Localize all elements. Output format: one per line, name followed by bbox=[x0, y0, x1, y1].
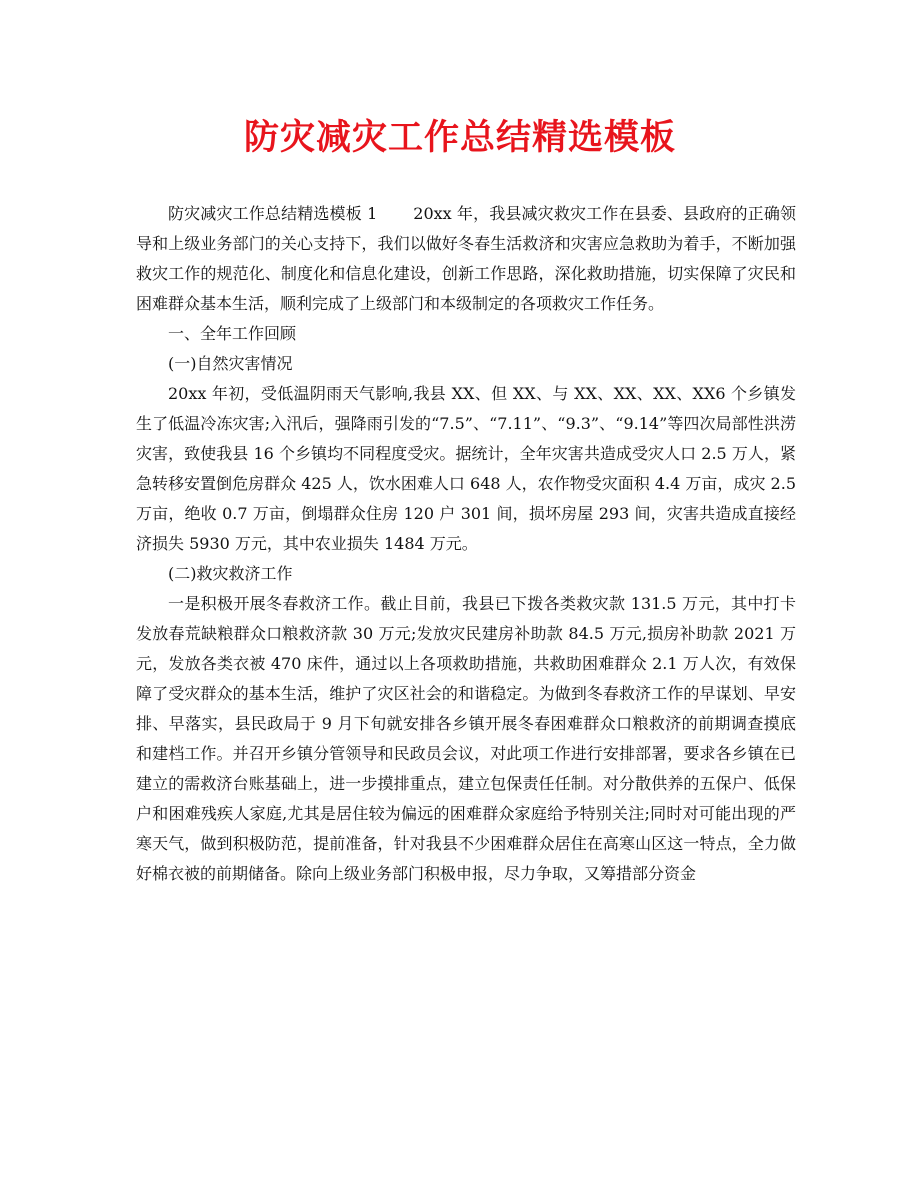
relief-paragraph: 一是积极开展冬春救济工作。截止目前，我县已下拨各类救灾款 131.5 万元，其中打卡发放春荒缺粮群众口粮救济款 30 万元;发放灾民建房补助款 84.5 万元,损房补助款 2021 万元，发放各类衣被 470 床件，通过以上各项救助措施，共救助困难群众 2.1 万人次，有效保障了受灾群众的基本生活，维护了灾区社会的和谐稳定。为做到冬春救济工作的早谋划、早安排、早落实，县民政局于 9 月下旬就安排各乡镇开展冬春困难群众口粮救济的前期调查摸底和建档工作。并召开乡镇分管领导和民政员会议，对此项工作进行安排部署，要求各乡镇在已建立的需救济台账基础上，进一步摸排重点，建立包保责任任制。对分散供养的五保户、低保户和困难残疾人家庭,尤其是居住较为偏远的困难群众家庭给予特别关注;同时对可能出现的严寒天气，做到积极防范，提前准备，针对我县不少困难群众居住在高寒山区这一特点，全力做好棉衣被的前期储备。除向上级业务部门积极申报，尽力争取，又筹措部分资金 bbox=[136, 594, 796, 883]
intro-label: 防灾减灾工作总结精选模板 1 bbox=[168, 204, 378, 223]
subsection-2-heading: (二)救灾救济工作 bbox=[168, 564, 293, 583]
intro-text: 20xx 年，我县减灾救灾工作在县委、县政府的正确领导和上级业务部门的关心支持下，我们以做好冬春生活救济和灾害应急救助为着手，不断加强救灾工作的规范化、制度化和信息化建设，创新工作思路，深化救助措施，切实保障了灾民和困难群众基本生活，顺利完成了上级部门和本级制定的各项救灾工作任务。 bbox=[136, 204, 796, 313]
document-body bbox=[136, 199, 796, 889]
document-title: 防灾减灾工作总结精选模板 bbox=[243, 117, 676, 158]
intro-paragraph bbox=[136, 199, 796, 319]
disaster-paragraph: 20xx 年初，受低温阴雨天气影响,我县 XX、但 XX、与 XX、XX、XX、XX6 个乡镇发生了低温冷冻灾害;入汛后，强降雨引发的“7.5”、“7.11”、“9.3”、“9.14”等四次局部性洪涝灾害，致使我县 16 个乡镇均不同程度受灾。据统计，全年灾害共造成受灾人口 2.5 万人，紧急转移安置倒危房群众 425 人，饮水困难人口 648 人，农作物受灾面积 4.4 万亩，成灾 2.5 万亩，绝收 0.7 万亩，倒塌群众住房 120 户 301 间，损坏房屋 293 间，灾害共造成直接经济损失 5930 万元，其中农业损失 1484 万元。 bbox=[136, 384, 796, 553]
subsection-1-heading: (一)自然灾害情况 bbox=[168, 354, 293, 373]
section-1-heading: 一、全年工作回顾 bbox=[168, 324, 297, 343]
